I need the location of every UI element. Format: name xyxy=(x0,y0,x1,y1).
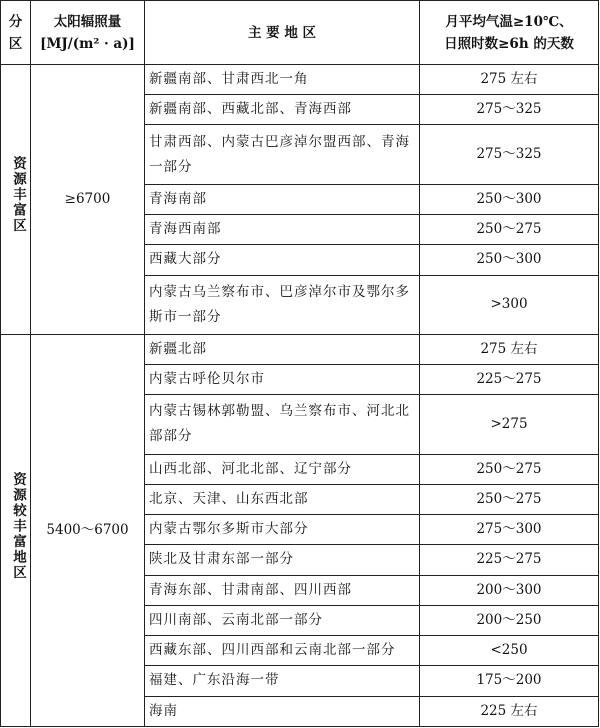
days-cell: 275～325 xyxy=(420,125,599,184)
region-cell: 新疆北部 xyxy=(145,334,420,364)
header-radiation-line1: 太阳辐照量 xyxy=(53,13,122,30)
region-cell: 内蒙古鄂尔多斯市大部分 xyxy=(145,515,420,545)
days-cell: 225～275 xyxy=(420,365,599,395)
region-cell: 新疆南部、甘肃西北一角 xyxy=(145,65,420,95)
header-row xyxy=(1,1,599,65)
header-category xyxy=(1,1,31,65)
region-cell: 西藏大部分 xyxy=(145,245,420,275)
region-cell: 北京、天津、山东西北部 xyxy=(145,484,420,514)
days-cell: 250～300 xyxy=(420,184,599,214)
header-days xyxy=(420,1,599,65)
table-body xyxy=(1,65,599,727)
category-label: 资源较丰富地区 xyxy=(10,471,26,581)
header-days-line1: 月平均气温≥10℃、 xyxy=(445,13,573,30)
region-cell: 山西北部、河北北部、辽宁部分 xyxy=(145,454,420,484)
region-cell: 四川南部、云南北部一部分 xyxy=(145,605,420,635)
region-cell: 海南 xyxy=(145,696,420,727)
header-category-line1: 分 xyxy=(8,13,23,30)
days-cell: 275 左右 xyxy=(420,334,599,364)
days-cell: 225 左右 xyxy=(420,696,599,727)
header-region: 主 要 地 区 xyxy=(145,1,420,65)
region-cell: 西藏东部、四川西部和云南北部一部分 xyxy=(145,636,420,666)
header-radiation xyxy=(31,1,145,65)
days-cell: >275 xyxy=(420,395,599,454)
category-cell xyxy=(1,334,31,726)
days-cell: 225～275 xyxy=(420,545,599,575)
radiation-cell: 5400～6700 xyxy=(31,334,145,726)
header-radiation-line2: [MJ/(m² · a)] xyxy=(40,35,135,52)
days-cell: 200～250 xyxy=(420,605,599,635)
radiation-cell: ≥6700 xyxy=(31,65,145,335)
region-cell: 内蒙古锡林郭勒盟、乌兰察布市、河北北部部分 xyxy=(145,395,420,454)
region-cell: 甘肃西部、内蒙古巴彦淖尔盟西部、青海一部分 xyxy=(145,125,420,184)
region-cell: 福建、广东沿海一带 xyxy=(145,666,420,696)
region-cell: 青海东部、甘肃南部、四川西部 xyxy=(145,575,420,605)
region-cell: 内蒙古呼伦贝尔市 xyxy=(145,365,420,395)
region-cell: 新疆南部、西藏北部、青海西部 xyxy=(145,95,420,125)
days-cell: 250～300 xyxy=(420,245,599,275)
days-cell: 275～300 xyxy=(420,515,599,545)
days-cell: 250～275 xyxy=(420,215,599,245)
category-cell xyxy=(1,65,31,335)
days-cell: <250 xyxy=(420,636,599,666)
days-cell: 200～300 xyxy=(420,575,599,605)
days-cell: 250～275 xyxy=(420,484,599,514)
table-row xyxy=(1,65,599,95)
category-label: 资源丰富区 xyxy=(10,156,26,234)
days-cell: 275 左右 xyxy=(420,65,599,95)
days-cell: 175～200 xyxy=(420,666,599,696)
header-days-line2: 日照时数≥6h 的天数 xyxy=(444,35,574,52)
days-cell: 250～275 xyxy=(420,454,599,484)
region-cell: 内蒙古乌兰察布市、巴彦淖尔市及鄂尔多斯市一部分 xyxy=(145,275,420,334)
region-cell: 青海西南部 xyxy=(145,215,420,245)
days-cell: 275～325 xyxy=(420,95,599,125)
header-category-line2: 区 xyxy=(8,35,23,52)
region-cell: 陕北及甘肃东部一部分 xyxy=(145,545,420,575)
days-cell: >300 xyxy=(420,275,599,334)
table-row xyxy=(1,334,599,364)
region-cell: 青海南部 xyxy=(145,184,420,214)
